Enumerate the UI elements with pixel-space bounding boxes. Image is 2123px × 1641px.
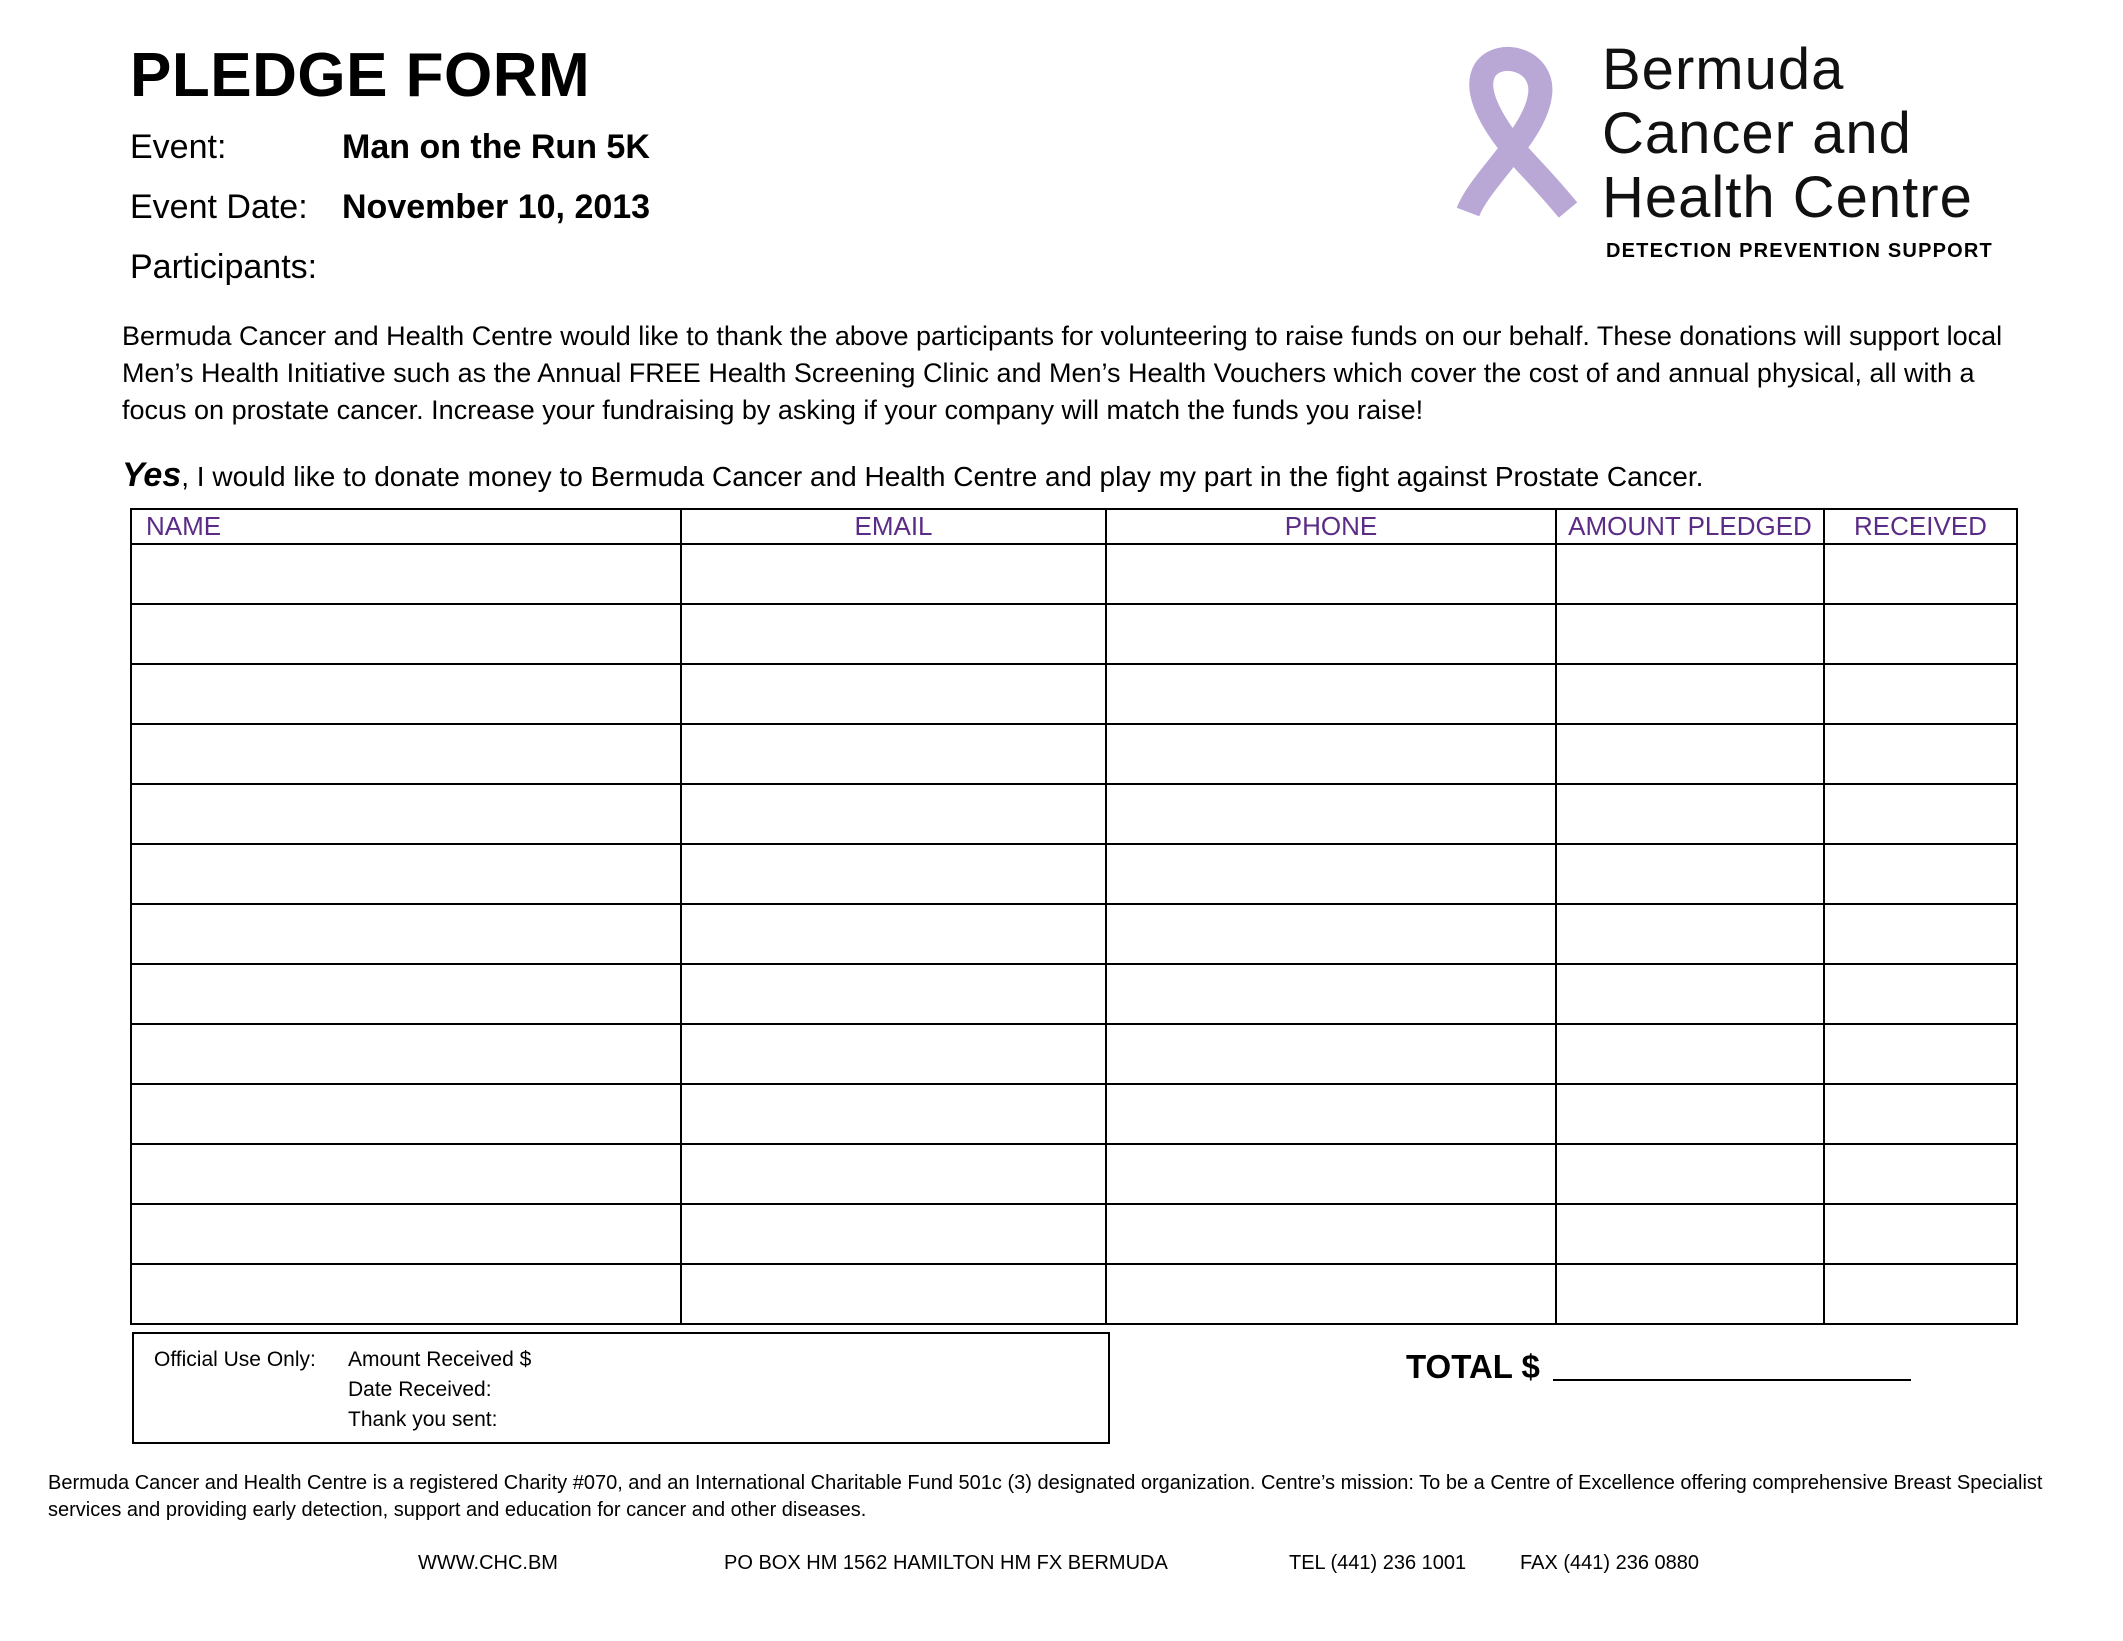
cell-amount-pledged[interactable] [1556, 1204, 1824, 1264]
thank-you-sent-field: Thank you sent: [348, 1408, 498, 1431]
column-header-phone: PHONE [1106, 509, 1556, 544]
cell-phone[interactable] [1106, 1264, 1556, 1324]
intro-paragraph: Bermuda Cancer and Health Centre would like to thank the above participants for volunteering to raise funds on our behalf. These donations will support local Men’s Health Initiative such as the Annual FREE Health Screening Clinic and Men’s Health Vouchers which cover the cost of and annual physical, all with a focus on prostate cancer. Increase your fundraising by asking if your company will match the funds you raise! [122, 321, 2003, 425]
cell-received[interactable] [1824, 724, 2017, 784]
cell-phone[interactable] [1106, 1024, 1556, 1084]
cell-phone[interactable] [1106, 904, 1556, 964]
cell-phone[interactable] [1106, 1144, 1556, 1204]
cell-name[interactable] [131, 724, 681, 784]
cell-name[interactable] [131, 544, 681, 604]
cell-phone[interactable] [1106, 664, 1556, 724]
cell-received[interactable] [1824, 1264, 2017, 1324]
cell-phone[interactable] [1106, 724, 1556, 784]
table-row [131, 784, 2017, 844]
table-header-row [131, 509, 2017, 544]
cell-amount-pledged[interactable] [1556, 544, 1824, 604]
amount-received-field: Amount Received $ [348, 1348, 532, 1371]
cell-email[interactable] [681, 844, 1106, 904]
column-header-name: NAME [131, 509, 681, 544]
cell-name[interactable] [131, 1264, 681, 1324]
cell-email[interactable] [681, 604, 1106, 664]
logo-wordmark [1602, 38, 1973, 230]
cell-name[interactable] [131, 904, 681, 964]
cell-phone[interactable] [1106, 964, 1556, 1024]
table-row [131, 1204, 2017, 1264]
cell-email[interactable] [681, 904, 1106, 964]
cell-received[interactable] [1824, 604, 2017, 664]
cell-phone[interactable] [1106, 844, 1556, 904]
logo-line-1: Bermuda [1602, 37, 1845, 102]
event-date-label: Event Date: [130, 188, 308, 226]
participants-label: Participants: [130, 248, 318, 286]
cell-amount-pledged[interactable] [1556, 784, 1824, 844]
official-use-label: Official Use Only: [154, 1348, 316, 1371]
column-header-amount-pledged: AMOUNT PLEDGED [1556, 509, 1824, 544]
cell-email[interactable] [681, 1204, 1106, 1264]
form-title: PLEDGE FORM [130, 41, 591, 110]
table-row [131, 544, 2017, 604]
cell-received[interactable] [1824, 904, 2017, 964]
cell-email[interactable] [681, 1264, 1106, 1324]
official-use-box [132, 1332, 1110, 1444]
cell-amount-pledged[interactable] [1556, 964, 1824, 1024]
cell-received[interactable] [1824, 1084, 2017, 1144]
cell-amount-pledged[interactable] [1556, 664, 1824, 724]
table-row [131, 1144, 2017, 1204]
cell-received[interactable] [1824, 544, 2017, 604]
cell-received[interactable] [1824, 784, 2017, 844]
total-label: TOTAL $ [1406, 1348, 1540, 1385]
cell-amount-pledged[interactable] [1556, 1084, 1824, 1144]
cell-received[interactable] [1824, 664, 2017, 724]
awareness-ribbon-icon [1450, 40, 1580, 220]
cell-amount-pledged[interactable] [1556, 724, 1824, 784]
table-row [131, 1084, 2017, 1144]
cell-email[interactable] [681, 544, 1106, 604]
charity-footnote: Bermuda Cancer and Health Centre is a registered Charity #070, and an International Charitable Fund 501c (3) designated organization. Centre’s mission: To be a Centre of Excellence offering comprehensive Breast Specialist services and providing early detection, support and education for cancer and other diseases. [48, 1472, 2043, 1521]
event-value: Man on the Run 5K [342, 128, 650, 166]
pledge-text: , I would like to donate money to Bermuda Cancer and Health Centre and play my part in the fight against Prostate Cancer. [181, 461, 1704, 492]
table-row [131, 1024, 2017, 1084]
table-row [131, 844, 2017, 904]
logo-tagline: DETECTION PREVENTION SUPPORT [1606, 240, 1993, 262]
cell-email[interactable] [681, 664, 1106, 724]
footer-website[interactable]: WWW.CHC.BM [418, 1552, 558, 1574]
event-date-value: November 10, 2013 [342, 188, 651, 226]
footer-address: PO BOX HM 1562 HAMILTON HM FX BERMUDA [724, 1552, 1168, 1574]
table-row [131, 724, 2017, 784]
footer-fax: FAX (441) 236 0880 [1520, 1552, 1700, 1574]
cell-received[interactable] [1824, 1204, 2017, 1264]
cell-received[interactable] [1824, 964, 2017, 1024]
event-label: Event: [130, 128, 227, 166]
pledge-statement [122, 456, 1703, 495]
cell-amount-pledged[interactable] [1556, 904, 1824, 964]
cell-email[interactable] [681, 964, 1106, 1024]
cell-received[interactable] [1824, 1144, 2017, 1204]
cell-name[interactable] [131, 1024, 681, 1084]
cell-amount-pledged[interactable] [1556, 1264, 1824, 1324]
cell-email[interactable] [681, 784, 1106, 844]
cell-name[interactable] [131, 844, 681, 904]
cell-name[interactable] [131, 604, 681, 664]
cell-amount-pledged[interactable] [1556, 604, 1824, 664]
cell-name[interactable] [131, 1084, 681, 1144]
cell-name[interactable] [131, 1204, 681, 1264]
cell-phone[interactable] [1106, 1204, 1556, 1264]
column-header-received: RECEIVED [1824, 509, 2017, 544]
column-header-email: EMAIL [681, 509, 1106, 544]
pledge-table [130, 508, 2018, 1325]
cell-name[interactable] [131, 784, 681, 844]
cell-phone[interactable] [1106, 1084, 1556, 1144]
pledge-table-body [131, 544, 2017, 1324]
cell-amount-pledged[interactable] [1556, 1144, 1824, 1204]
cell-amount-pledged[interactable] [1556, 844, 1824, 904]
total-blank-line[interactable] [1553, 1379, 1911, 1381]
cell-phone[interactable] [1106, 544, 1556, 604]
table-row [131, 964, 2017, 1024]
cell-received[interactable] [1824, 1024, 2017, 1084]
cell-name[interactable] [131, 964, 681, 1024]
cell-phone[interactable] [1106, 604, 1556, 664]
logo-line-2: Cancer and [1602, 101, 1912, 166]
cell-received[interactable] [1824, 844, 2017, 904]
table-row [131, 1264, 2017, 1324]
cell-name[interactable] [131, 664, 681, 724]
table-row [131, 904, 2017, 964]
pledge-yes: Yes [122, 456, 182, 494]
logo-line-3: Health Centre [1602, 165, 1973, 230]
cell-email[interactable] [681, 1144, 1106, 1204]
date-received-field: Date Received: [348, 1378, 492, 1401]
footer-telephone: TEL (441) 236 1001 [1289, 1552, 1467, 1574]
cell-name[interactable] [131, 1144, 681, 1204]
cell-amount-pledged[interactable] [1556, 1024, 1824, 1084]
cell-phone[interactable] [1106, 784, 1556, 844]
table-row [131, 664, 2017, 724]
cell-email[interactable] [681, 1084, 1106, 1144]
cell-email[interactable] [681, 724, 1106, 784]
cell-email[interactable] [681, 1024, 1106, 1084]
table-row [131, 604, 2017, 664]
